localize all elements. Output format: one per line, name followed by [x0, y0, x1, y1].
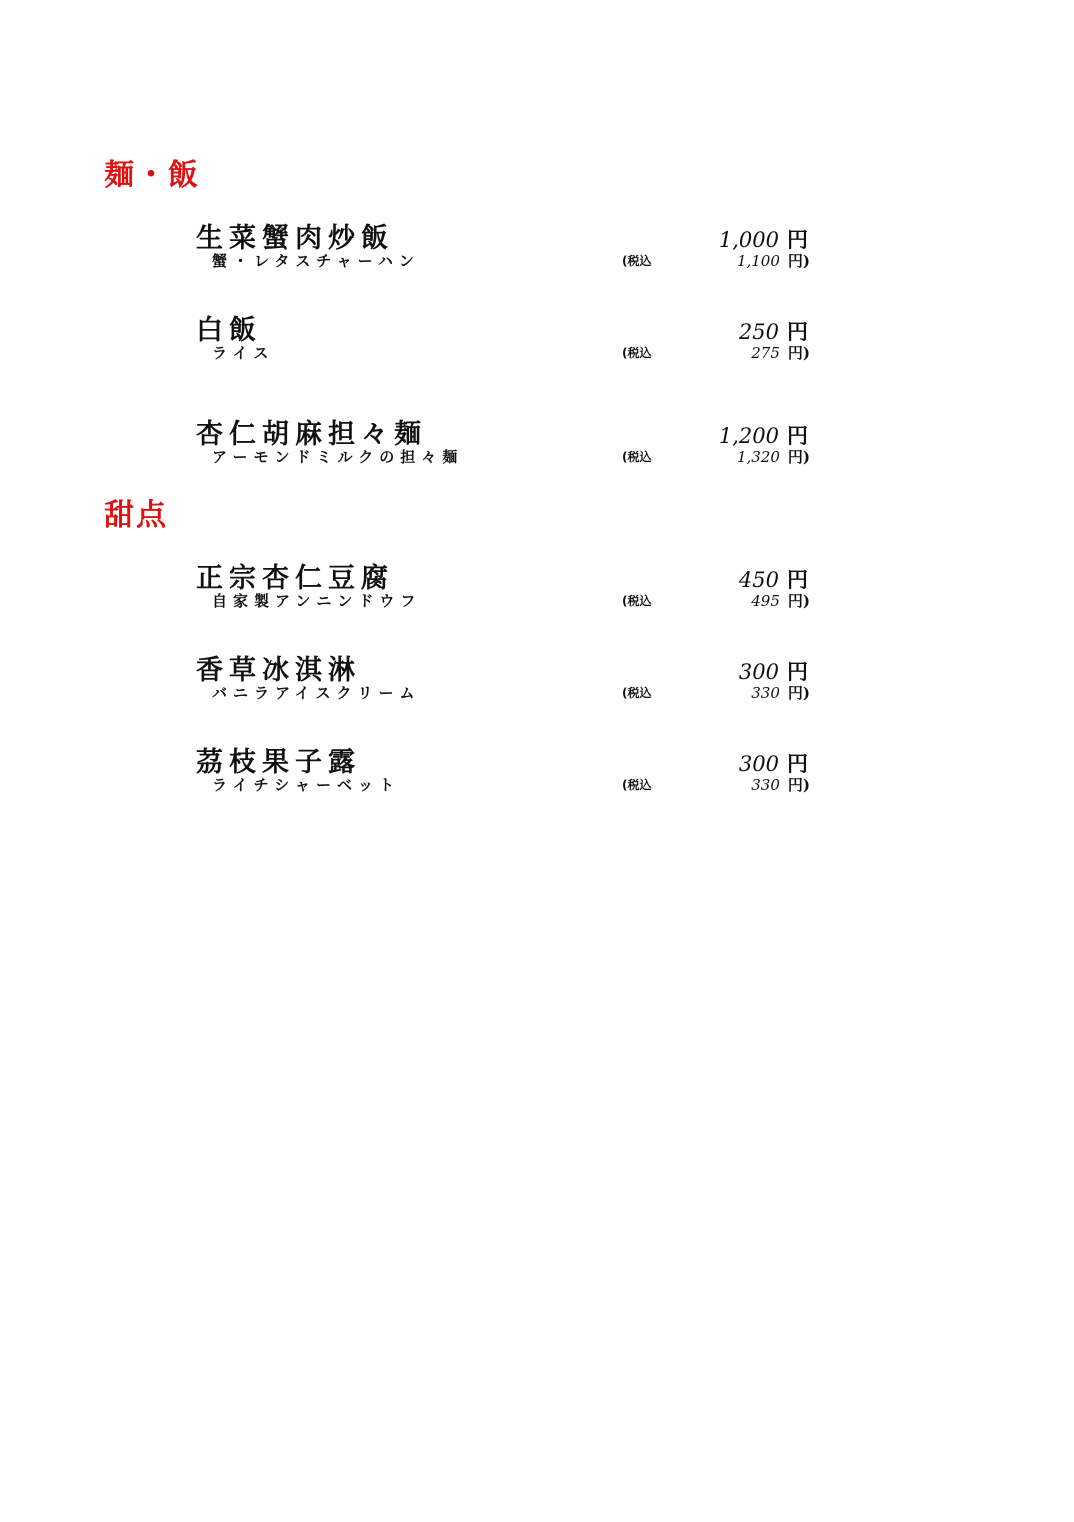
item-price: 250 円	[738, 319, 808, 344]
item-subtitle: ライチシャーベット	[212, 776, 400, 794]
menu-item	[0, 216, 1074, 276]
item-price: 300 円	[738, 751, 808, 776]
tax-included-label: (税込	[622, 594, 652, 608]
menu-item	[0, 740, 1074, 800]
item-name: 杏仁胡麻担々麺	[196, 419, 427, 450]
item-price-tax-included: 330 円)	[751, 776, 810, 794]
menu-item	[0, 308, 1074, 368]
tax-included-label: (税込	[622, 346, 652, 360]
item-subtitle: 自家製アンニンドウフ	[212, 592, 422, 610]
item-name: 白飯	[196, 315, 262, 346]
item-price-tax-included: 1,100 円)	[736, 252, 810, 270]
tax-included-label: (税込	[622, 778, 652, 792]
section-title-desserts: 甜点	[104, 498, 168, 533]
tax-included-label: (税込	[622, 254, 652, 268]
item-price: 1,200 円	[718, 423, 808, 448]
item-price-tax-included: 1,320 円)	[736, 448, 810, 466]
tax-included-label: (税込	[622, 686, 652, 700]
tax-included-label: (税込	[622, 450, 652, 464]
item-name: 香草冰淇淋	[196, 655, 361, 686]
item-price-tax-included: 275 円)	[751, 344, 810, 362]
item-name: 茘枝果子露	[196, 747, 361, 778]
item-price: 300 円	[738, 659, 808, 684]
item-subtitle: アーモンドミルクの担々麺	[212, 448, 464, 466]
menu-item	[0, 556, 1074, 616]
item-price-tax-included: 495 円)	[751, 592, 810, 610]
item-subtitle: バニラアイスクリーム	[212, 684, 421, 702]
item-subtitle: 蟹・レタスチャーハン	[212, 252, 420, 270]
item-name: 生菜蟹肉炒飯	[196, 223, 394, 254]
item-price: 450 円	[738, 567, 808, 592]
section-title-noodles-rice: 麺・飯	[104, 158, 200, 193]
item-subtitle: ライス	[212, 344, 275, 362]
item-name: 正宗杏仁豆腐	[196, 563, 394, 594]
menu-item	[0, 412, 1074, 472]
menu-item	[0, 648, 1074, 708]
item-price-tax-included: 330 円)	[751, 684, 810, 702]
item-price: 1,000 円	[718, 227, 808, 252]
